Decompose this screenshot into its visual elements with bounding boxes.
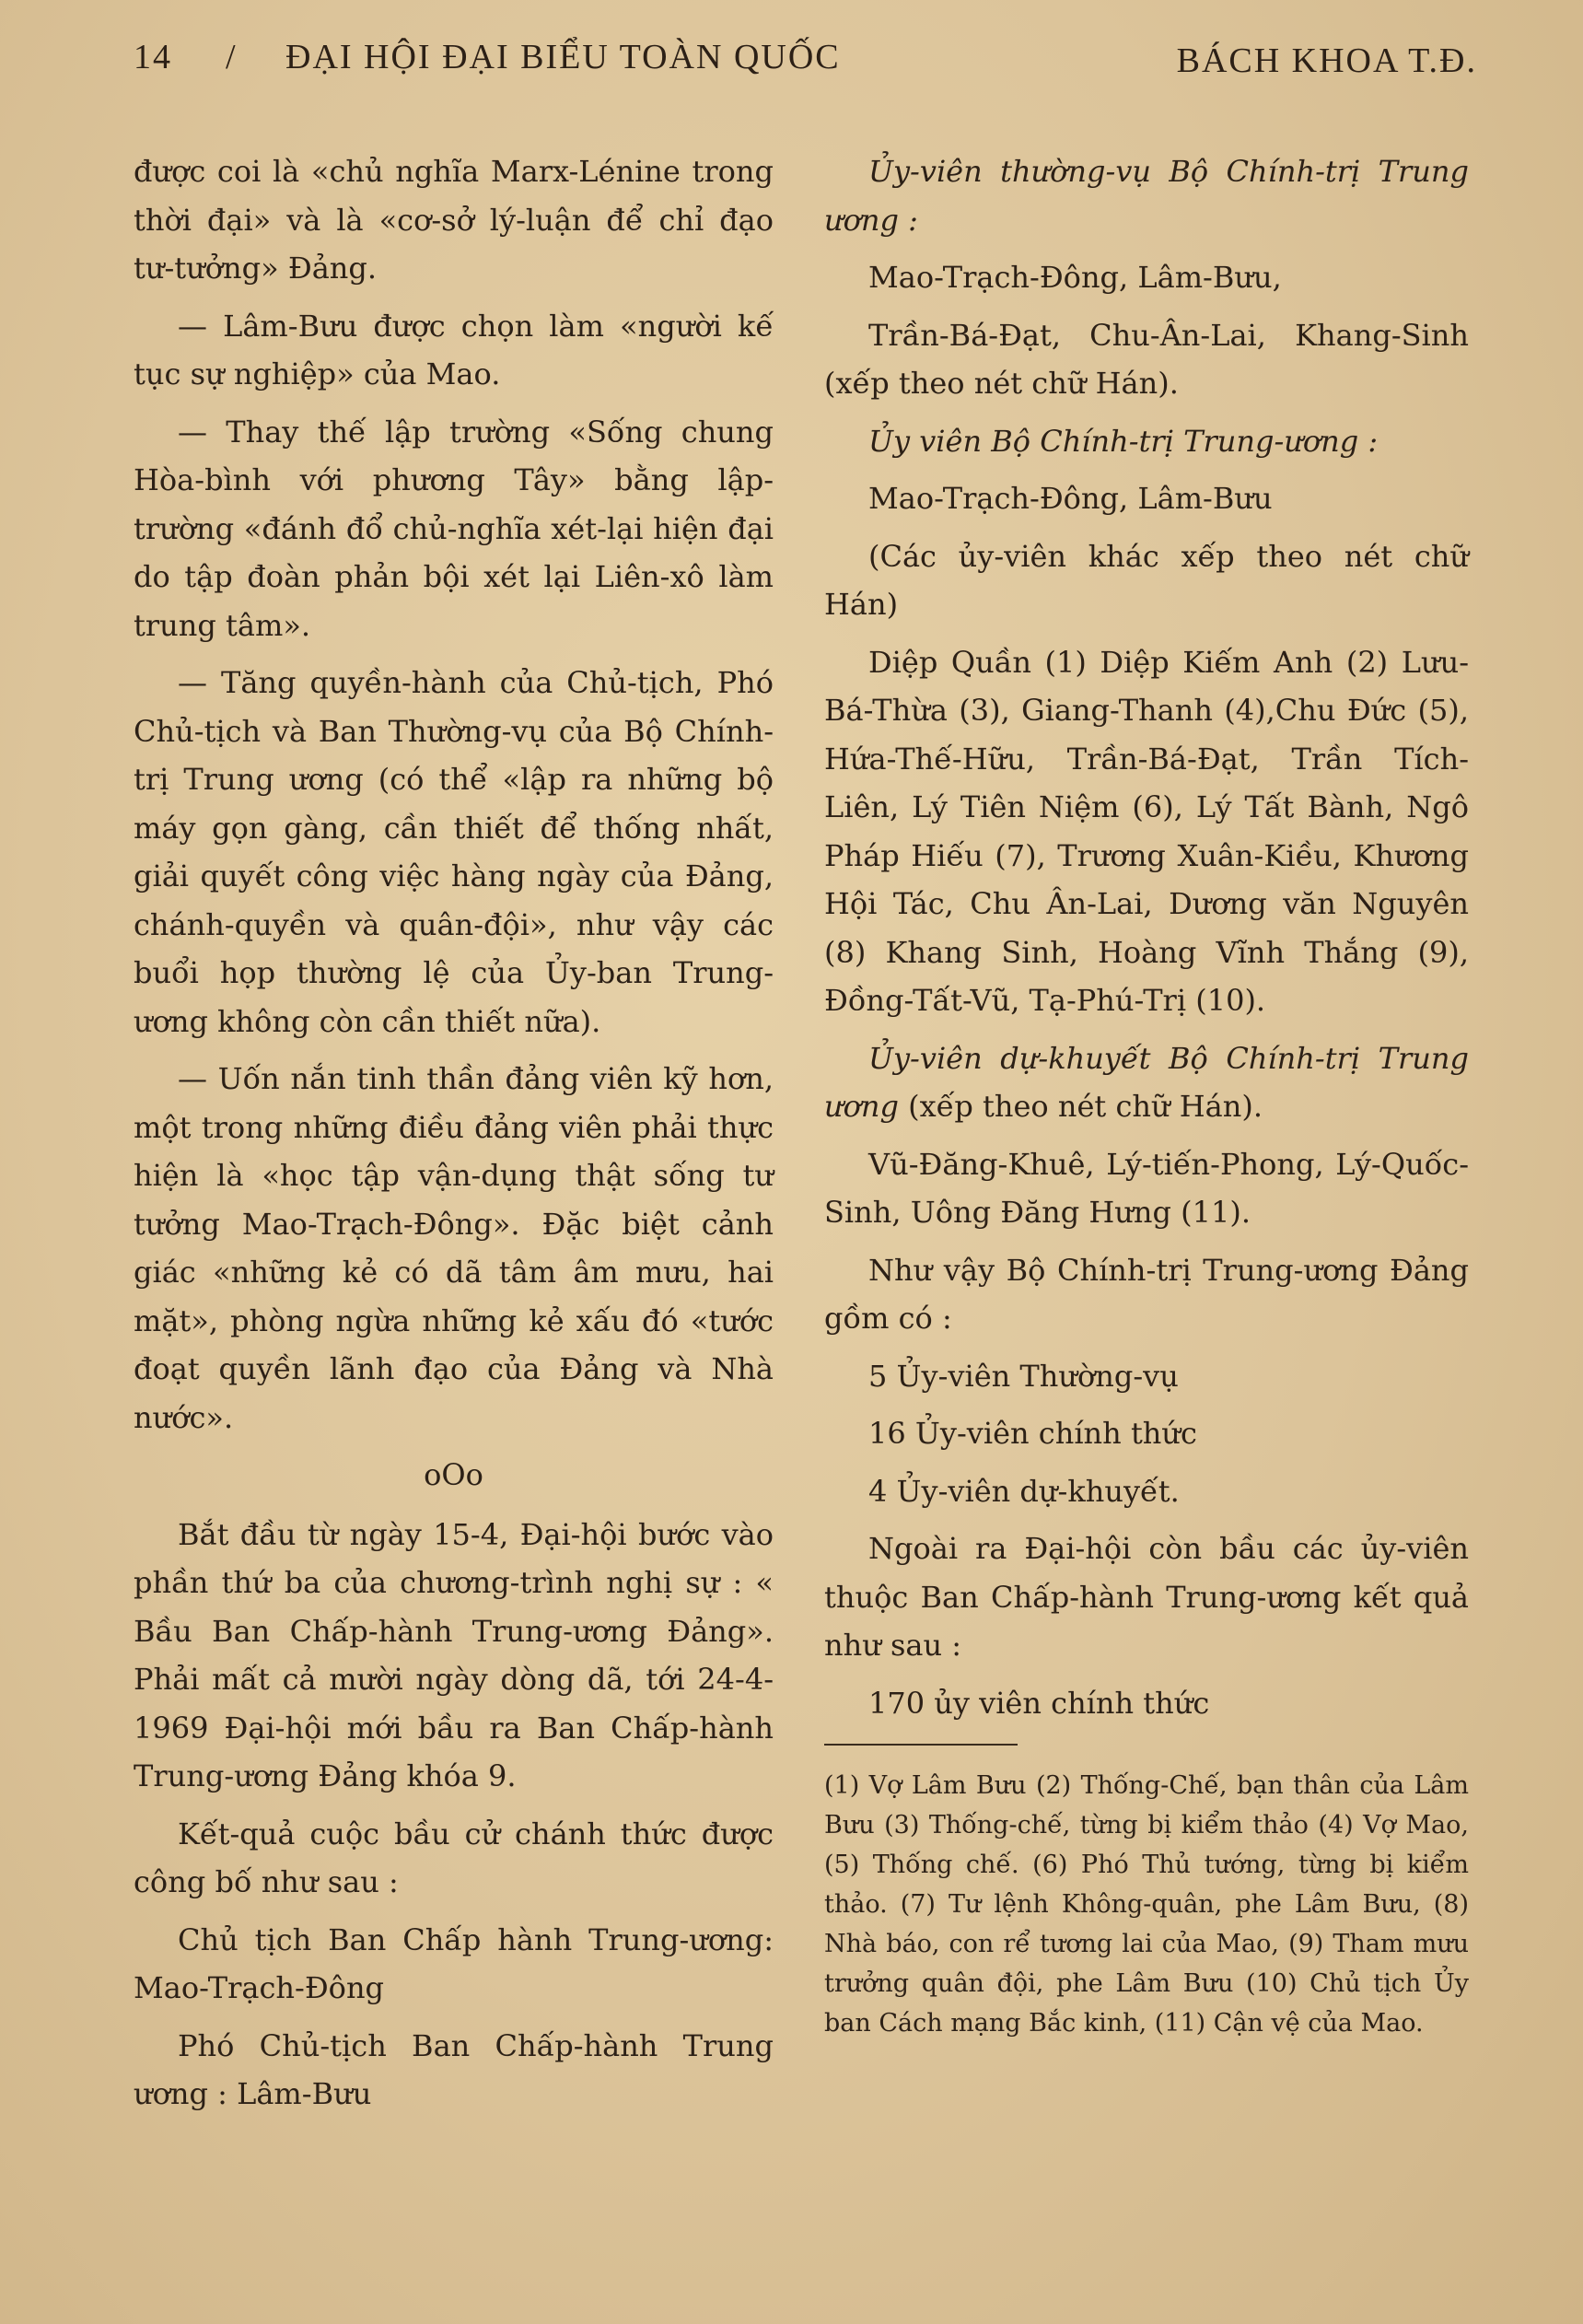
paragraph: — Thay thế lập trường «Sống chung Hòa-bình với phương Tây» bằng lập-trường «đánh đổ chủ-nghĩa xét-lại hiện đại do tập đoàn phản bội xét lại Liên-xô làm trung tâm». xyxy=(134,414,774,643)
politburo-heading: Ủy viên Bộ Chính-trị Trung-ương : xyxy=(868,423,1379,459)
summary-item: 4 Ủy-viên dự-khuyết. xyxy=(868,1473,1180,1509)
running-title: ĐẠI HỘI ĐẠI BIỂU TOÀN QUỐC xyxy=(285,38,841,76)
page-header xyxy=(134,37,1477,92)
paragraph: Phó Chủ-tịch Ban Chấp-hành Trung ương : Lâm-Bưu xyxy=(134,2027,774,2111)
footnotes: (1) Vợ Lâm Bưu (2) Thống-Chế, bạn thân của Lâm Bưu (3) Thống-chế, từng bị kiểm thảo (4) Vợ Mao, (5) Thống chế. (6) Phó Thủ tướng, từng bị kiểm thảo. (7) Tư lệnh Không-quân, phe Lâm Bưu, (8) Nhà báo, con rể tương lai của Mao, (9) Tham mưu trưởng quân đội, phe Lâm Bưu (10) Chủ tịch Ủy ban Cách mạng Bắc kinh, (11) Cận vệ của Mao. xyxy=(824,1771,1469,2038)
politburo-note: (Các ủy-viên khác xếp theo nét chữ Hán) xyxy=(824,538,1469,622)
paragraph: được coi là «chủ nghĩa Marx-Lénine trong thời đại» và là «cơ-sở lý-luận để chỉ đạo tư-tưởng» Đảng. xyxy=(134,154,774,286)
summary-intro: Như vậy Bộ Chính-trị Trung-ương Đảng gồm có : xyxy=(824,1252,1469,1336)
page-number: 14 xyxy=(134,38,172,76)
section-divider: oOo xyxy=(424,1457,483,1492)
standing-committee-list: Mao-Trạch-Đông, Lâm-Bưu, xyxy=(868,260,1282,295)
publication-name: BÁCH KHOA T.Đ. xyxy=(1176,41,1477,80)
alternate-members-heading xyxy=(824,1034,1469,1131)
summary-item: 16 Ủy-viên chính thức xyxy=(868,1416,1197,1451)
alternate-members-list: Vũ-Đăng-Khuê, Lý-tiến-Phong, Lý-Quốc-Sinh, Uông Đăng Hưng (11). xyxy=(824,1146,1469,1230)
paragraph: — Uốn nắn tinh thần đảng viên kỹ hơn, một trong những điều đảng viên phải thực hiện là «học tập vận-dụng thật sống tư tưởng Mao-Trạch-Đông». Đặc biệt cảnh giác «những kẻ có dã tâm âm mưu, hai mặt», phòng ngừa những kẻ xấu đó «tước đoạt quyền lãnh đạo của Đảng và Nhà nước». xyxy=(134,1061,774,1435)
politburo-members: Diệp Quần (1) Diệp Kiếm Anh (2) Lưu-Bá-Thừa (3), Giang-Thanh (4),Chu Đức (5), Hứa-Thế-Hữu, Trần-Bá-Đạt, Trần Tích-Liên, Lý Tiên Niệm (6), Lý Tất Bành, Ngô Pháp Hiếu (7), Trương Xuân-Kiều, Khương Hội Tác, Chu Ân-Lai, Dương văn Nguyên (8) Khang Sinh, Hoàng Vĩnh Thắng (9), Đồng-Tất-Vũ, Tạ-Phú-Trị (10). xyxy=(824,644,1469,1018)
summary-item: 5 Ủy-viên Thường-vụ xyxy=(868,1358,1179,1394)
standing-committee-heading: Ủy-viên thường-vụ Bộ Chính-trị Trung ương : xyxy=(824,154,1469,238)
alternate-heading-text: Ủy-viên dự-khuyết Bộ Chính-trị Trung ương xyxy=(824,1040,1469,1124)
central-committee-item: 170 ủy viên chính thức xyxy=(868,1685,1210,1721)
alternate-heading-suffix: (xếp theo nét chữ Hán). xyxy=(898,1089,1263,1124)
right-column xyxy=(824,147,1469,2052)
paragraph: — Lâm-Bưu được chọn làm «người kế tục sự nghiệp» của Mao. xyxy=(134,308,774,391)
left-column xyxy=(134,147,774,2128)
paragraph: Bắt đầu từ ngày 15-4, Đại-hội bước vào phần thứ ba của chương-trình nghị sự : « Bầu Ban Chấp-hành Trung-ương Đảng». Phải mất cả mười ngày dòng dã, tới 24-4-1969 Đại-hội mới bầu ra Ban Chấp-hành Trung-ương Đảng khóa 9. xyxy=(134,1516,774,1793)
politburo-list: Mao-Trạch-Đông, Lâm-Bưu xyxy=(868,481,1273,516)
header-separator: / xyxy=(226,38,238,76)
footnote-rule xyxy=(824,1744,1018,1746)
central-committee-intro: Ngoài ra Đại-hội còn bầu các ủy-viên thuộc Ban Chấp-hành Trung-ương kết quả như sau : xyxy=(824,1531,1469,1663)
paragraph: — Tăng quyền-hành của Chủ-tịch, Phó Chủ-tịch và Ban Thường-vụ của Bộ Chính-trị Trung ương (có thể «lập ra những bộ máy gọn gàng, cần thiết để thống nhất, giải quyết công việc hàng ngày của Đảng, chánh-quyền và quân-đội», như vậy các buổi họp thường lệ của Ủy-ban Trung-ương không còn cần thiết nữa). xyxy=(134,665,774,1039)
standing-committee-list: Trần-Bá-Đạt, Chu-Ân-Lai, Khang-Sinh (xếp theo nét chữ Hán). xyxy=(824,317,1469,401)
paragraph: Kết-quả cuộc bầu cử chánh thức được công bố như sau : xyxy=(134,1816,774,1899)
paragraph: Chủ tịch Ban Chấp hành Trung-ương: Mao-Trạch-Đông xyxy=(134,1921,774,2005)
